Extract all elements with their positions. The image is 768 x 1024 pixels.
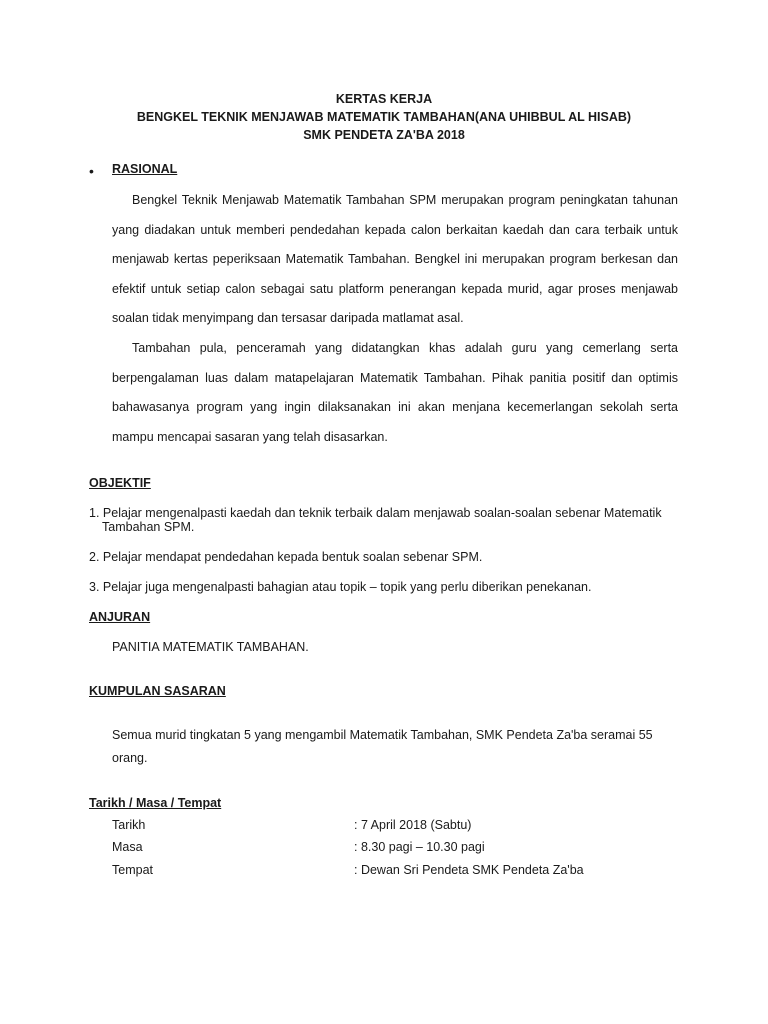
- objektif-item-2: [89, 550, 689, 564]
- kumpulan-heading: KUMPULAN SASARAN: [89, 684, 226, 698]
- objektif-item-3: [89, 580, 689, 594]
- tarikh-label: Tarikh: [112, 818, 146, 832]
- masa-value: : 8.30 pagi – 10.30 pagi: [354, 840, 485, 854]
- tempat-value: : Dewan Sri Pendeta SMK Pendeta Za'ba: [354, 863, 584, 877]
- tarikh-value: : 7 April 2018 (Sabtu): [354, 818, 472, 832]
- objektif-text: Pelajar mengenalpasti kaedah dan teknik terbaik dalam menjawab soalan-soalan sebenar Matematik: [102, 506, 662, 520]
- kumpulan-text-continued: orang.: [112, 751, 148, 765]
- rasional-paragraph-2: Tambahan pula, penceramah yang didatangkan khas adalah guru yang cemerlang serta berpengalaman luas dalam matapelajaran Matematik Tambahan. Pihak panitia positif dan optimis bahawasanya program yang ingin dilaksanakan ini akan menjana kecemerlangan sekolah serta mampu mencapai sasaran yang telah disasarkan.: [112, 341, 678, 444]
- objektif-text-continued: Tambahan SPM.: [102, 520, 195, 534]
- objektif-number: 1.: [89, 506, 100, 520]
- doc-title: KERTAS KERJA: [335, 92, 433, 106]
- objektif-text: Pelajar mendapat pendedahan kepada bentuk soalan sebenar SPM.: [102, 550, 483, 564]
- doc-subtitle: BENGKEL TEKNIK MENJAWAB MATEMATIK TAMBAHAN(ANA UHIBBUL AL HISAB): [136, 110, 632, 124]
- masa-label: Masa: [112, 840, 143, 854]
- objektif-number: 2.: [89, 550, 100, 564]
- rasional-heading: RASIONAL: [112, 162, 178, 176]
- anjuran-text: PANITIA MATEMATIK TAMBAHAN.: [112, 640, 309, 654]
- anjuran-heading: ANJURAN: [89, 610, 151, 624]
- objektif-text: Pelajar juga mengenalpasti bahagian atau topik – topik yang perlu diberikan penekanan.: [102, 580, 592, 594]
- tarikh-heading: Tarikh / Masa / Tempat: [89, 796, 222, 810]
- bullet-icon: •: [89, 163, 94, 179]
- tempat-label: Tempat: [112, 863, 153, 877]
- objektif-number: 3.: [89, 580, 100, 594]
- objektif-heading: OBJEKTIF: [89, 476, 151, 490]
- doc-school-line: SMK PENDETA ZA'BA 2018: [303, 128, 465, 142]
- objektif-item-1: [89, 506, 689, 534]
- kumpulan-text: Semua murid tingkatan 5 yang mengambil Matematik Tambahan, SMK Pendeta Za'ba seramai 55: [112, 728, 653, 742]
- rasional-paragraph-1: Bengkel Teknik Menjawab Matematik Tambahan SPM merupakan program peningkatan tahunan yang diadakan untuk memberi pendedahan kepada calon berkaitan kaedah dan cara terbaik untuk menjawab kertas peperiksaan Matematik Tambahan. Bengkel ini merupakan program berkesan dan efektif untuk setiap calon sebagai satu platform penerangan kepada murid, agar proses menjawab soalan tidak menyimpang dan tersasar daripada matlamat asal.: [112, 193, 678, 326]
